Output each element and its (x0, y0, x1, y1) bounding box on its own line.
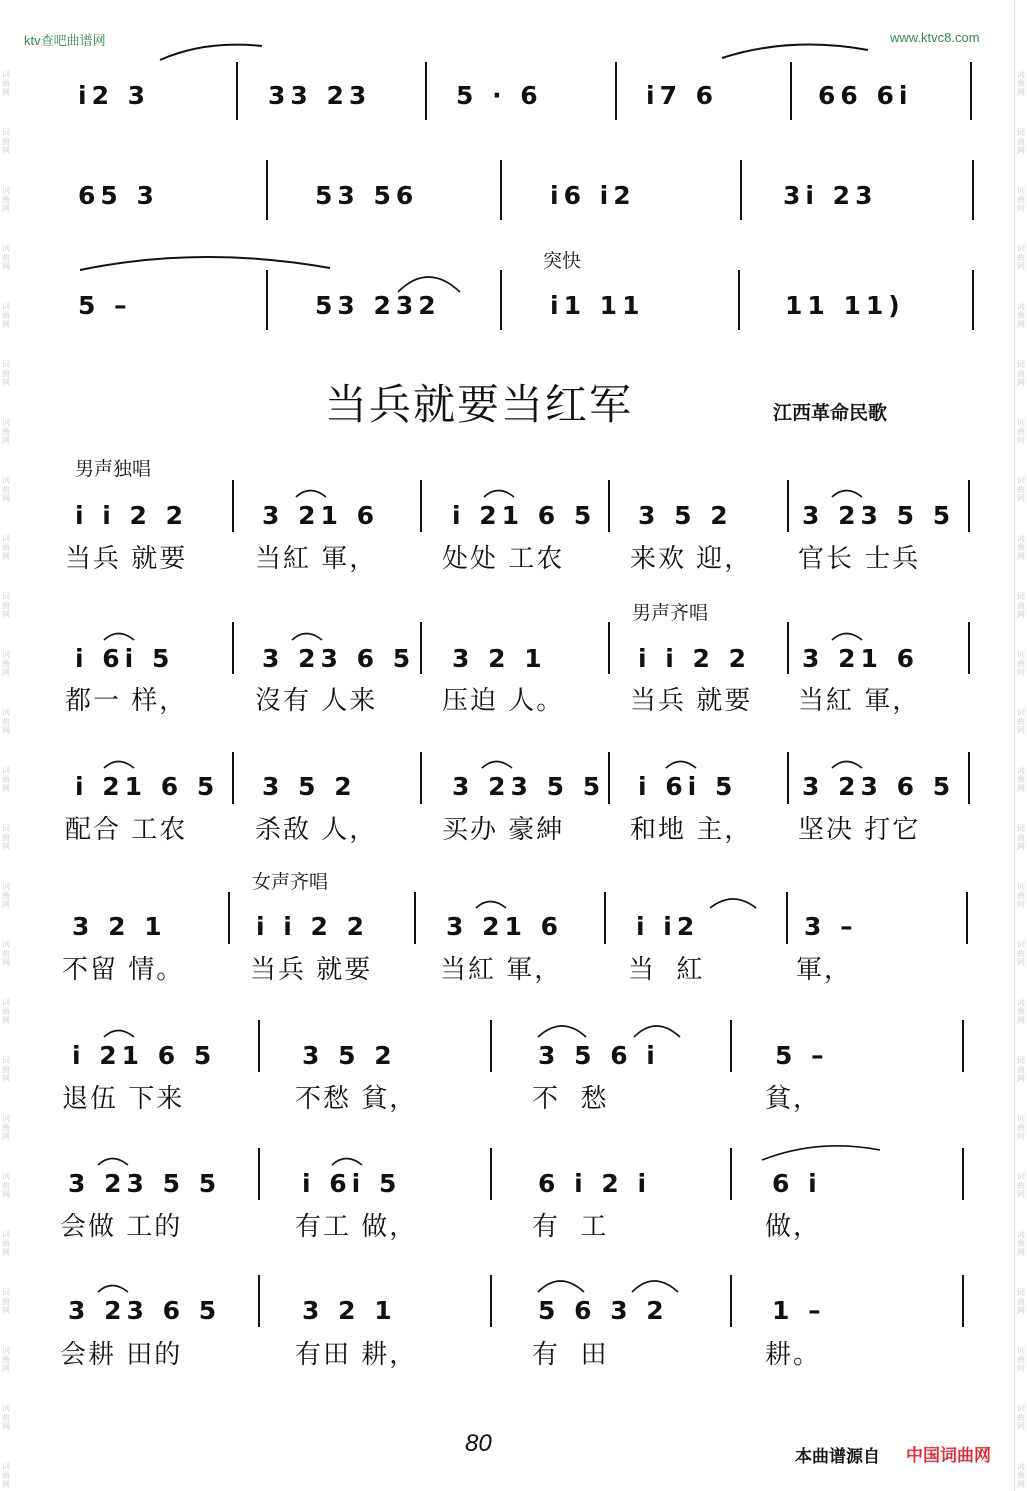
measure: 53 232 (315, 291, 441, 320)
watermark-glyph: 网 (1017, 1132, 1025, 1141)
watermark-glyph: 曲 (1017, 1413, 1025, 1422)
notes: 3 23 6 5 (68, 1296, 222, 1325)
watermark-glyph: 词 (2, 1114, 10, 1123)
watermark-glyph: 曲 (1017, 195, 1025, 204)
watermark-glyph: 曲 (1017, 601, 1025, 610)
watermark-glyph: 网 (1017, 1422, 1025, 1431)
watermark-glyph: 曲 (2, 775, 10, 784)
watermark-glyph: 曲 (2, 1007, 10, 1016)
watermark-glyph: 网 (1017, 1016, 1025, 1025)
watermark-glyph: 词 (2, 592, 10, 601)
lyrics: 当兵 就要 (250, 955, 373, 985)
watermark-glyph: 曲 (2, 833, 10, 842)
watermark-glyph: 词 (2, 824, 10, 833)
watermark-glyph: 曲 (1017, 311, 1025, 320)
measure: 53 56 (315, 181, 419, 210)
lyrics: 当 紅 (628, 955, 705, 985)
watermark-glyph: 网 (1017, 842, 1025, 851)
watermark-glyph: 词 (1017, 534, 1025, 543)
page-number: 80 (465, 1430, 492, 1457)
lyrics: 当紅 軍， (255, 544, 378, 574)
lyrics: 会耕 田的 (60, 1340, 183, 1370)
watermark-glyph: 网 (1017, 1074, 1025, 1083)
watermark-glyph: 网 (1017, 726, 1025, 735)
watermark-glyph: 词 (2, 476, 10, 485)
watermark-glyph: 词 (1017, 824, 1025, 833)
watermark-glyph: 网 (2, 320, 10, 329)
watermark-glyph: 词 (1017, 650, 1025, 659)
watermark-glyph: 词 (1017, 1172, 1025, 1181)
watermark-glyph: 词 (2, 244, 10, 253)
watermark-glyph: 曲 (1017, 253, 1025, 262)
lyrics: 有 田 (532, 1340, 609, 1370)
watermark-glyph: 词 (1017, 708, 1025, 717)
watermark-glyph: 曲 (1017, 1065, 1025, 1074)
watermark-glyph: 词 (2, 534, 10, 543)
watermark-glyph: 词 (1017, 476, 1025, 485)
notes: 3 23 5 5 (68, 1169, 222, 1198)
watermark-glyph: 网 (1017, 610, 1025, 619)
watermark-glyph: 词 (1017, 592, 1025, 601)
watermark-glyph: 网 (1017, 552, 1025, 561)
watermark-glyph: 网 (2, 842, 10, 851)
watermark-glyph: 网 (2, 900, 10, 909)
watermark-glyph: 曲 (1017, 833, 1025, 842)
notes: i 21 6 5 (75, 772, 220, 801)
lyrics: 杀敌 人， (255, 815, 378, 845)
source-label: 本曲谱源自 (795, 1447, 880, 1467)
top-left-watermark: ktv查吧曲谱网 (24, 33, 106, 48)
watermark-glyph: 网 (1017, 1248, 1025, 1257)
watermark-glyph: 曲 (1017, 137, 1025, 146)
watermark-glyph: 词 (1017, 418, 1025, 427)
lyrics: 不留 情。 (62, 955, 185, 985)
watermark-glyph: 网 (2, 1480, 10, 1489)
watermark-glyph: 曲 (2, 1239, 10, 1248)
watermark-glyph: 曲 (1017, 1239, 1025, 1248)
notes: 3 2 1 (452, 644, 547, 673)
lyrics: 配合 工农 (65, 815, 188, 845)
notes: 3 5 2 (262, 772, 357, 801)
lyrics: 都一 样， (65, 686, 188, 716)
watermark-glyph: 词 (2, 1172, 10, 1181)
watermark-glyph: 曲 (2, 949, 10, 958)
watermark-glyph: 网 (2, 494, 10, 503)
watermark-glyph: 曲 (1017, 775, 1025, 784)
notes: 5 6 3 2 (538, 1296, 669, 1325)
lyrics: 有 工 (532, 1212, 609, 1242)
watermark-glyph: 网 (2, 204, 10, 213)
watermark-glyph: 曲 (1017, 369, 1025, 378)
watermark-glyph: 网 (2, 146, 10, 155)
watermark-glyph: 曲 (2, 137, 10, 146)
notes: 6 i 2 i (538, 1169, 652, 1198)
lyrics: 耕。 (765, 1340, 822, 1370)
song-attribution: 江西革命民歌 (773, 402, 888, 424)
watermark-glyph: 网 (1017, 204, 1025, 213)
notes: 3 5 2 (302, 1041, 397, 1070)
notes: i i 2 2 (638, 644, 752, 673)
measure: 65 3 (78, 181, 159, 210)
watermark-glyph: 词 (2, 940, 10, 949)
watermark-glyph: 曲 (2, 601, 10, 610)
measure: 5 · 6 (456, 81, 543, 110)
notes: 3 23 5 5 (802, 501, 956, 530)
watermark-glyph: 曲 (1017, 1123, 1025, 1132)
watermark-glyph: 词 (1017, 302, 1025, 311)
notes: 1 – (772, 1296, 826, 1325)
watermark-glyph: 网 (1017, 262, 1025, 271)
measure: 11 11) (785, 291, 905, 320)
watermark-glyph: 词 (2, 302, 10, 311)
watermark-glyph: 曲 (1017, 79, 1025, 88)
watermark-glyph: 词 (1017, 940, 1025, 949)
source-site-link[interactable]: 中国词曲网 (906, 1446, 991, 1466)
lyrics: 当紅 軍， (440, 955, 563, 985)
lyrics: 坚决 打它 (798, 815, 921, 845)
watermark-glyph: 曲 (1017, 1355, 1025, 1364)
watermark-glyph: 词 (2, 1288, 10, 1297)
lyrics: 压迫 人。 (442, 686, 565, 716)
watermark-glyph: 词 (1017, 360, 1025, 369)
lyrics: 沒有 人来 (255, 686, 378, 716)
watermark-glyph: 曲 (2, 717, 10, 726)
watermark-glyph: 词 (2, 882, 10, 891)
watermark-glyph: 曲 (2, 1297, 10, 1306)
watermark-glyph: 网 (1017, 900, 1025, 909)
lyrics: 会做 工的 (60, 1212, 183, 1242)
watermark-glyph: 词 (1017, 1462, 1025, 1471)
watermark-glyph: 词 (2, 1462, 10, 1471)
watermark-glyph: 曲 (2, 1355, 10, 1364)
notes: 3 5 6 i (538, 1041, 660, 1070)
watermark-glyph: 网 (2, 262, 10, 271)
top-right-watermark: www.ktvc8.com (890, 30, 980, 45)
lyrics: 来欢 迎， (630, 544, 753, 574)
watermark-glyph: 网 (1017, 378, 1025, 387)
watermark-glyph: 曲 (2, 1123, 10, 1132)
watermark-glyph: 网 (1017, 1480, 1025, 1489)
notes: i i 2 2 (256, 912, 370, 941)
watermark-glyph: 网 (1017, 436, 1025, 445)
measure: 33 23 (268, 81, 372, 110)
notes: 3 21 6 (262, 501, 379, 530)
watermark-glyph: 词 (2, 1230, 10, 1239)
watermark-glyph: 曲 (2, 543, 10, 552)
watermark-glyph: 词 (2, 186, 10, 195)
watermark-glyph: 曲 (2, 1413, 10, 1422)
watermark-glyph: 词 (1017, 1404, 1025, 1413)
watermark-glyph: 网 (2, 378, 10, 387)
watermark-glyph: 曲 (2, 427, 10, 436)
watermark-glyph: 曲 (2, 79, 10, 88)
watermark-glyph: 网 (1017, 1190, 1025, 1199)
watermark-glyph: 网 (2, 1422, 10, 1431)
watermark-glyph: 网 (2, 552, 10, 561)
watermark-glyph: 词 (2, 128, 10, 137)
watermark-glyph: 曲 (1017, 543, 1025, 552)
measure: i2 3 (78, 81, 151, 110)
notes: 5 – (775, 1041, 829, 1070)
watermark-glyph: 词 (2, 998, 10, 1007)
lyrics: 做， (765, 1212, 822, 1242)
watermark-glyph: 词 (1017, 1230, 1025, 1239)
notes: 3 2 1 (302, 1296, 397, 1325)
notes: 3 21 6 (446, 912, 563, 941)
watermark-glyph: 网 (2, 958, 10, 967)
lyrics: 退伍 下来 (62, 1084, 185, 1114)
watermark-glyph: 曲 (2, 1065, 10, 1074)
watermark-glyph: 词 (2, 360, 10, 369)
watermark-glyph: 网 (1017, 1306, 1025, 1315)
notes: i 6i 5 (302, 1169, 402, 1198)
watermark-glyph: 网 (2, 1132, 10, 1141)
watermark-glyph: 曲 (2, 891, 10, 900)
watermark-glyph: 网 (1017, 494, 1025, 503)
watermark-glyph: 网 (1017, 784, 1025, 793)
watermark-glyph: 曲 (1017, 485, 1025, 494)
watermark-glyph: 词 (1017, 186, 1025, 195)
notes: 3 2 1 (72, 912, 167, 941)
watermark-glyph: 网 (2, 1364, 10, 1373)
notes: 3 23 6 5 (262, 644, 416, 673)
watermark-glyph: 曲 (1017, 1007, 1025, 1016)
watermark-glyph: 曲 (2, 195, 10, 204)
watermark-glyph: 曲 (1017, 891, 1025, 900)
watermark-glyph: 曲 (1017, 949, 1025, 958)
lyrics: 有工 做， (295, 1212, 418, 1242)
measure: i6 i2 (550, 181, 636, 210)
notes: 3 21 6 (802, 644, 919, 673)
measure: 3i 23 (783, 181, 878, 210)
watermark-glyph: 词 (2, 418, 10, 427)
watermark-glyph: 网 (2, 88, 10, 97)
watermark-glyph: 词 (1017, 766, 1025, 775)
watermark-glyph: 曲 (2, 1471, 10, 1480)
watermark-glyph: 曲 (2, 485, 10, 494)
watermark-glyph: 曲 (1017, 717, 1025, 726)
watermark-glyph: 网 (2, 436, 10, 445)
watermark-glyph: 词 (2, 1056, 10, 1065)
lyrics: 买办 豪紳 (442, 815, 565, 845)
watermark-glyph: 词 (1017, 1346, 1025, 1355)
watermark-glyph: 词 (2, 1346, 10, 1355)
watermark-glyph: 网 (2, 1306, 10, 1315)
watermark-glyph: 曲 (1017, 1297, 1025, 1306)
voice-label-solo: 男声独唱 (75, 458, 152, 480)
voice-label-female-chorus: 女声齐唱 (252, 871, 329, 893)
watermark-glyph: 网 (1017, 320, 1025, 329)
watermark-glyph: 曲 (1017, 1181, 1025, 1190)
notes: i 21 6 5 (452, 501, 597, 530)
watermark-glyph: 曲 (2, 659, 10, 668)
watermark-glyph: 词 (1017, 70, 1025, 79)
notes: 3 23 5 5 (452, 772, 606, 801)
lyrics: 当紅 軍， (798, 686, 921, 716)
watermark-glyph: 词 (1017, 1056, 1025, 1065)
notes: 3 – (804, 912, 858, 941)
watermark-glyph: 词 (2, 708, 10, 717)
watermark-glyph: 网 (2, 668, 10, 677)
watermark-glyph: 曲 (1017, 427, 1025, 436)
watermark-glyph: 词 (1017, 998, 1025, 1007)
watermark-glyph: 曲 (1017, 659, 1025, 668)
watermark-glyph: 网 (1017, 958, 1025, 967)
watermark-glyph: 网 (2, 1248, 10, 1257)
lyrics: 不愁 貧， (295, 1084, 418, 1114)
lyrics: 貧， (765, 1084, 822, 1114)
measure: i7 6 (646, 81, 719, 110)
watermark-glyph: 词 (1017, 244, 1025, 253)
notes: i i 2 2 (75, 501, 189, 530)
watermark-glyph: 词 (1017, 882, 1025, 891)
notes: i 6i 5 (75, 644, 175, 673)
lyrics: 官长 士兵 (798, 544, 921, 574)
watermark-glyph: 网 (1017, 668, 1025, 677)
watermark-glyph: 词 (2, 1404, 10, 1413)
watermark-glyph: 词 (1017, 1288, 1025, 1297)
measure: i1 11 (550, 291, 645, 320)
notes: i i2 (636, 912, 700, 941)
watermark-glyph: 网 (2, 1016, 10, 1025)
watermark-glyph: 曲 (2, 369, 10, 378)
lyrics: 軍， (796, 955, 853, 985)
notes: 6 i (772, 1169, 822, 1198)
song-title: 当兵就要当红军 (325, 380, 634, 429)
lyrics: 和地 主， (630, 815, 753, 845)
notes: 3 5 2 (638, 501, 733, 530)
notes: 3 23 6 5 (802, 772, 956, 801)
notes: i 6i 5 (638, 772, 738, 801)
watermark-glyph: 网 (2, 1074, 10, 1083)
watermark-glyph: 网 (2, 1190, 10, 1199)
watermark-glyph: 词 (2, 766, 10, 775)
watermark-glyph: 词 (2, 70, 10, 79)
lyrics: 当兵 就要 (630, 686, 753, 716)
watermark-glyph: 曲 (2, 253, 10, 262)
measure: 66 6i (818, 81, 913, 110)
lyrics: 不 愁 (532, 1084, 609, 1114)
watermark-glyph: 网 (2, 726, 10, 735)
lyrics: 处处 工农 (442, 544, 565, 574)
notes: i 21 6 5 (72, 1041, 217, 1070)
watermark-glyph: 曲 (1017, 1471, 1025, 1480)
lyrics: 当兵 就要 (65, 544, 188, 574)
watermark-glyph: 词 (2, 650, 10, 659)
watermark-glyph: 网 (1017, 88, 1025, 97)
watermark-glyph: 词 (1017, 128, 1025, 137)
lyrics: 有田 耕， (295, 1340, 418, 1370)
watermark-glyph: 曲 (2, 311, 10, 320)
watermark-glyph: 曲 (2, 1181, 10, 1190)
watermark-glyph: 网 (1017, 146, 1025, 155)
voice-label-male-chorus: 男声齐唱 (632, 602, 709, 624)
watermark-glyph: 网 (1017, 1364, 1025, 1373)
watermark-glyph: 词 (1017, 1114, 1025, 1123)
tempo-mark: 突快 (543, 250, 582, 272)
watermark-glyph: 网 (2, 784, 10, 793)
measure: 5 – (78, 291, 132, 320)
watermark-glyph: 网 (2, 610, 10, 619)
